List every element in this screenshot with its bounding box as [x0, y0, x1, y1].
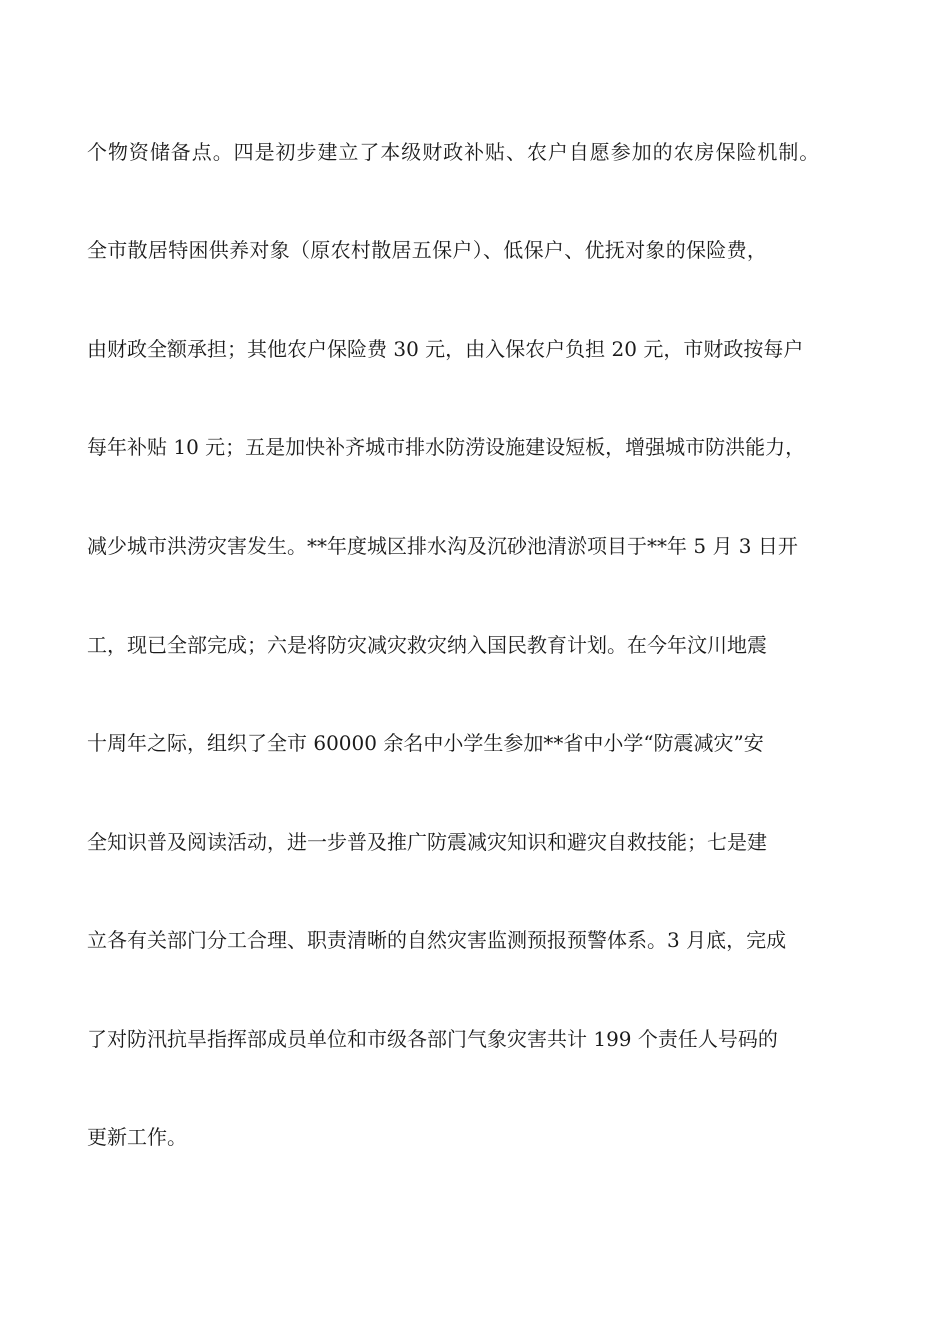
- paragraph-line: 由财政全额承担；其他农户保险费 30 元，由入保农户负担 20 元，市财政按每户: [87, 337, 804, 361]
- paragraph-line: 每年补贴 10 元；五是加快补齐城市排水防涝设施建设短板，增强城市防洪能力，: [87, 435, 806, 459]
- paragraph-line: 更新工作。: [87, 1125, 187, 1149]
- paragraph-line: 个物资储备点。四是初步建立了本级财政补贴、农户自愿参加的农房保险机制。: [87, 140, 821, 164]
- paragraph-line: 立各有关部门分工合理、职责清晰的自然灾害监测预报预警体系。3 月底，完成: [87, 928, 787, 952]
- paragraph-line: 全市散居特困供养对象（原农村散居五保户）、低保户、优抚对象的保险费，: [87, 238, 768, 262]
- paragraph-line: 全知识普及阅读活动，进一步普及推广防震减灾知识和避灾自救技能；七是建: [87, 830, 767, 854]
- paragraph-line: 工，现已全部完成；六是将防灾减灾救灾纳入国民教育计划。在今年汶川地震: [87, 633, 767, 657]
- paragraph-line: 减少城市洪涝灾害发生。**年度城区排水沟及沉砂池清淤项目于**年 5 月 3 日开: [87, 534, 798, 558]
- paragraph-line: 了对防汛抗旱指挥部成员单位和市级各部门气象灾害共计 199 个责任人号码的: [87, 1027, 778, 1051]
- paragraph-line: 十周年之际，组织了全市 60000 余名中小学生参加**省中小学“防震减灾”安: [87, 731, 764, 755]
